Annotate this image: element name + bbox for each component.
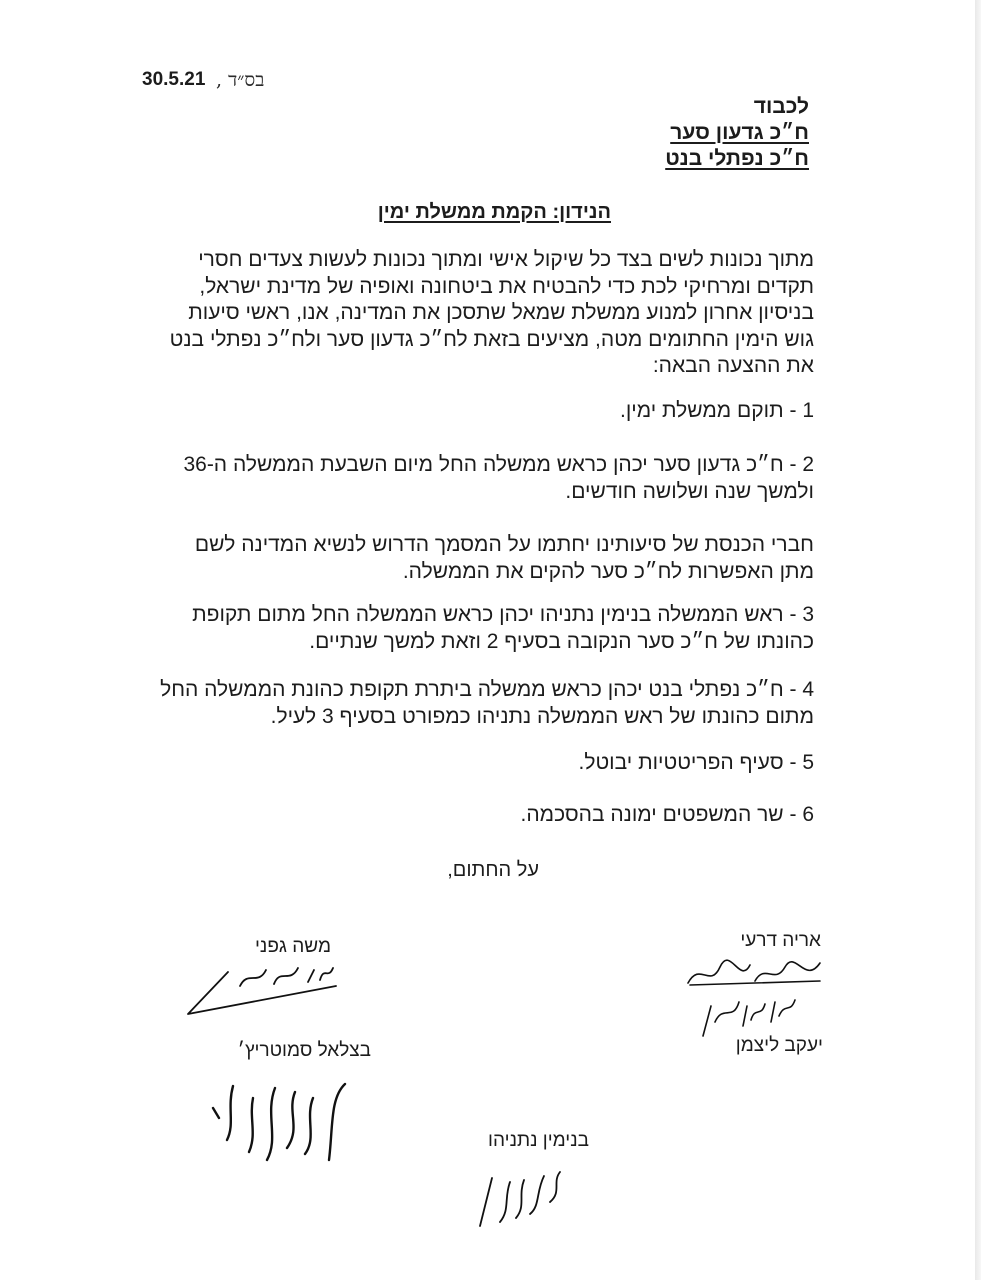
hebrew-date-mark: בס״ד , [216,69,265,91]
item-2 [183,452,814,505]
item-1-text: 1 - תוקם ממשלת ימין. [619,399,814,422]
signature-netanyahu [470,1162,570,1232]
signatory-name-deri: אריה דרעי [740,930,821,951]
signatory-name-netanyahu: בנימין נתניהו [488,1130,589,1151]
intro-line: תקדים ומרחיקי לכת כדי להבטיח את ביטחונה ואופיה של מדינת ישראל, [199,274,814,298]
signature-gafni [178,960,343,1020]
intro-paragraph [170,247,814,380]
signatory-name-litzman: יעקב ליצמן [735,1035,823,1056]
item-2-note [195,532,814,585]
item-3 [192,602,814,655]
item-4 [160,677,814,730]
item-3-line: כהונתו של ח״כ סער הנקובה בסעיף 2 וזאת למשך שנתיים. [309,629,814,653]
intro-line: את ההצעה הבאה: [652,354,814,377]
item-2-note-line: חברי הכנסת של סיעותינו יחתמו על המסמך הדרוש לנשיא המדינה לשם [194,533,814,556]
intro-line: גוש הימין החתומים מטה, מציעים בזאת לח״כ גדעון סער ולח״כ נפתלי בנט [169,327,814,351]
item-2-line: 2 - ח״כ גדעון סער יכהן כראש ממשלה החל מיום השבעת הממשלה ה-36 [183,453,814,476]
intro-line: מתוך נכונות לשים בצד כל שיקול אישי ומתוך נכונות לעשות צעדים חסרי [198,248,814,271]
signature-smotrich [205,1078,355,1168]
recipient-1: ח״כ גדעון סער [670,121,809,144]
item-1 [620,398,814,425]
signature-litzman [695,992,805,1042]
item-6 [521,802,815,829]
item-5 [579,750,814,777]
closing-line: על החתום, [447,859,539,881]
item-2-line: ולמשך שנה ושלושה חודשים. [565,479,814,503]
salutation: לכבוד [753,95,809,118]
item-6-text: 6 - שר המשפטים ימונה בהסכמה. [520,803,814,826]
item-5-text: 5 - סעיף הפריטטיות יבוטל. [578,751,814,774]
signatory-name-smotrich: בצלאל סמוטריץ׳ [237,1040,371,1061]
item-4-line: מתום כהונתו של ראש הממשלה נתניהו כמפורט בסעיף 3 לעיל. [270,704,814,728]
item-4-line: 4 - ח״כ נפתלי בנט יכהן כראש ממשלה ביתרת תקופת כהונת הממשלה החל [160,678,814,701]
recipient-2: ח״כ נפתלי בנט [665,147,809,170]
intro-line: בניסיון אחרון למנוע ממשלת שמאל שתסכן את המדינה, אנו, ראשי סיעות [188,301,814,324]
item-3-line: 3 - ראש הממשלה בנימין נתניהו יכהן כראש הממשלה החל מתום תקופת [192,603,814,626]
item-2-note-line: מתן האפשרות לח״כ סער להקים את הממשלה. [402,559,814,583]
signatory-name-gafni: משה גפני [254,936,331,957]
letter-date: 30.5.21 [142,69,206,90]
subject-line: הנידון: הקמת ממשלת ימין [377,201,611,223]
signature-deri [680,955,830,995]
page-edge-shadow [975,0,981,1280]
